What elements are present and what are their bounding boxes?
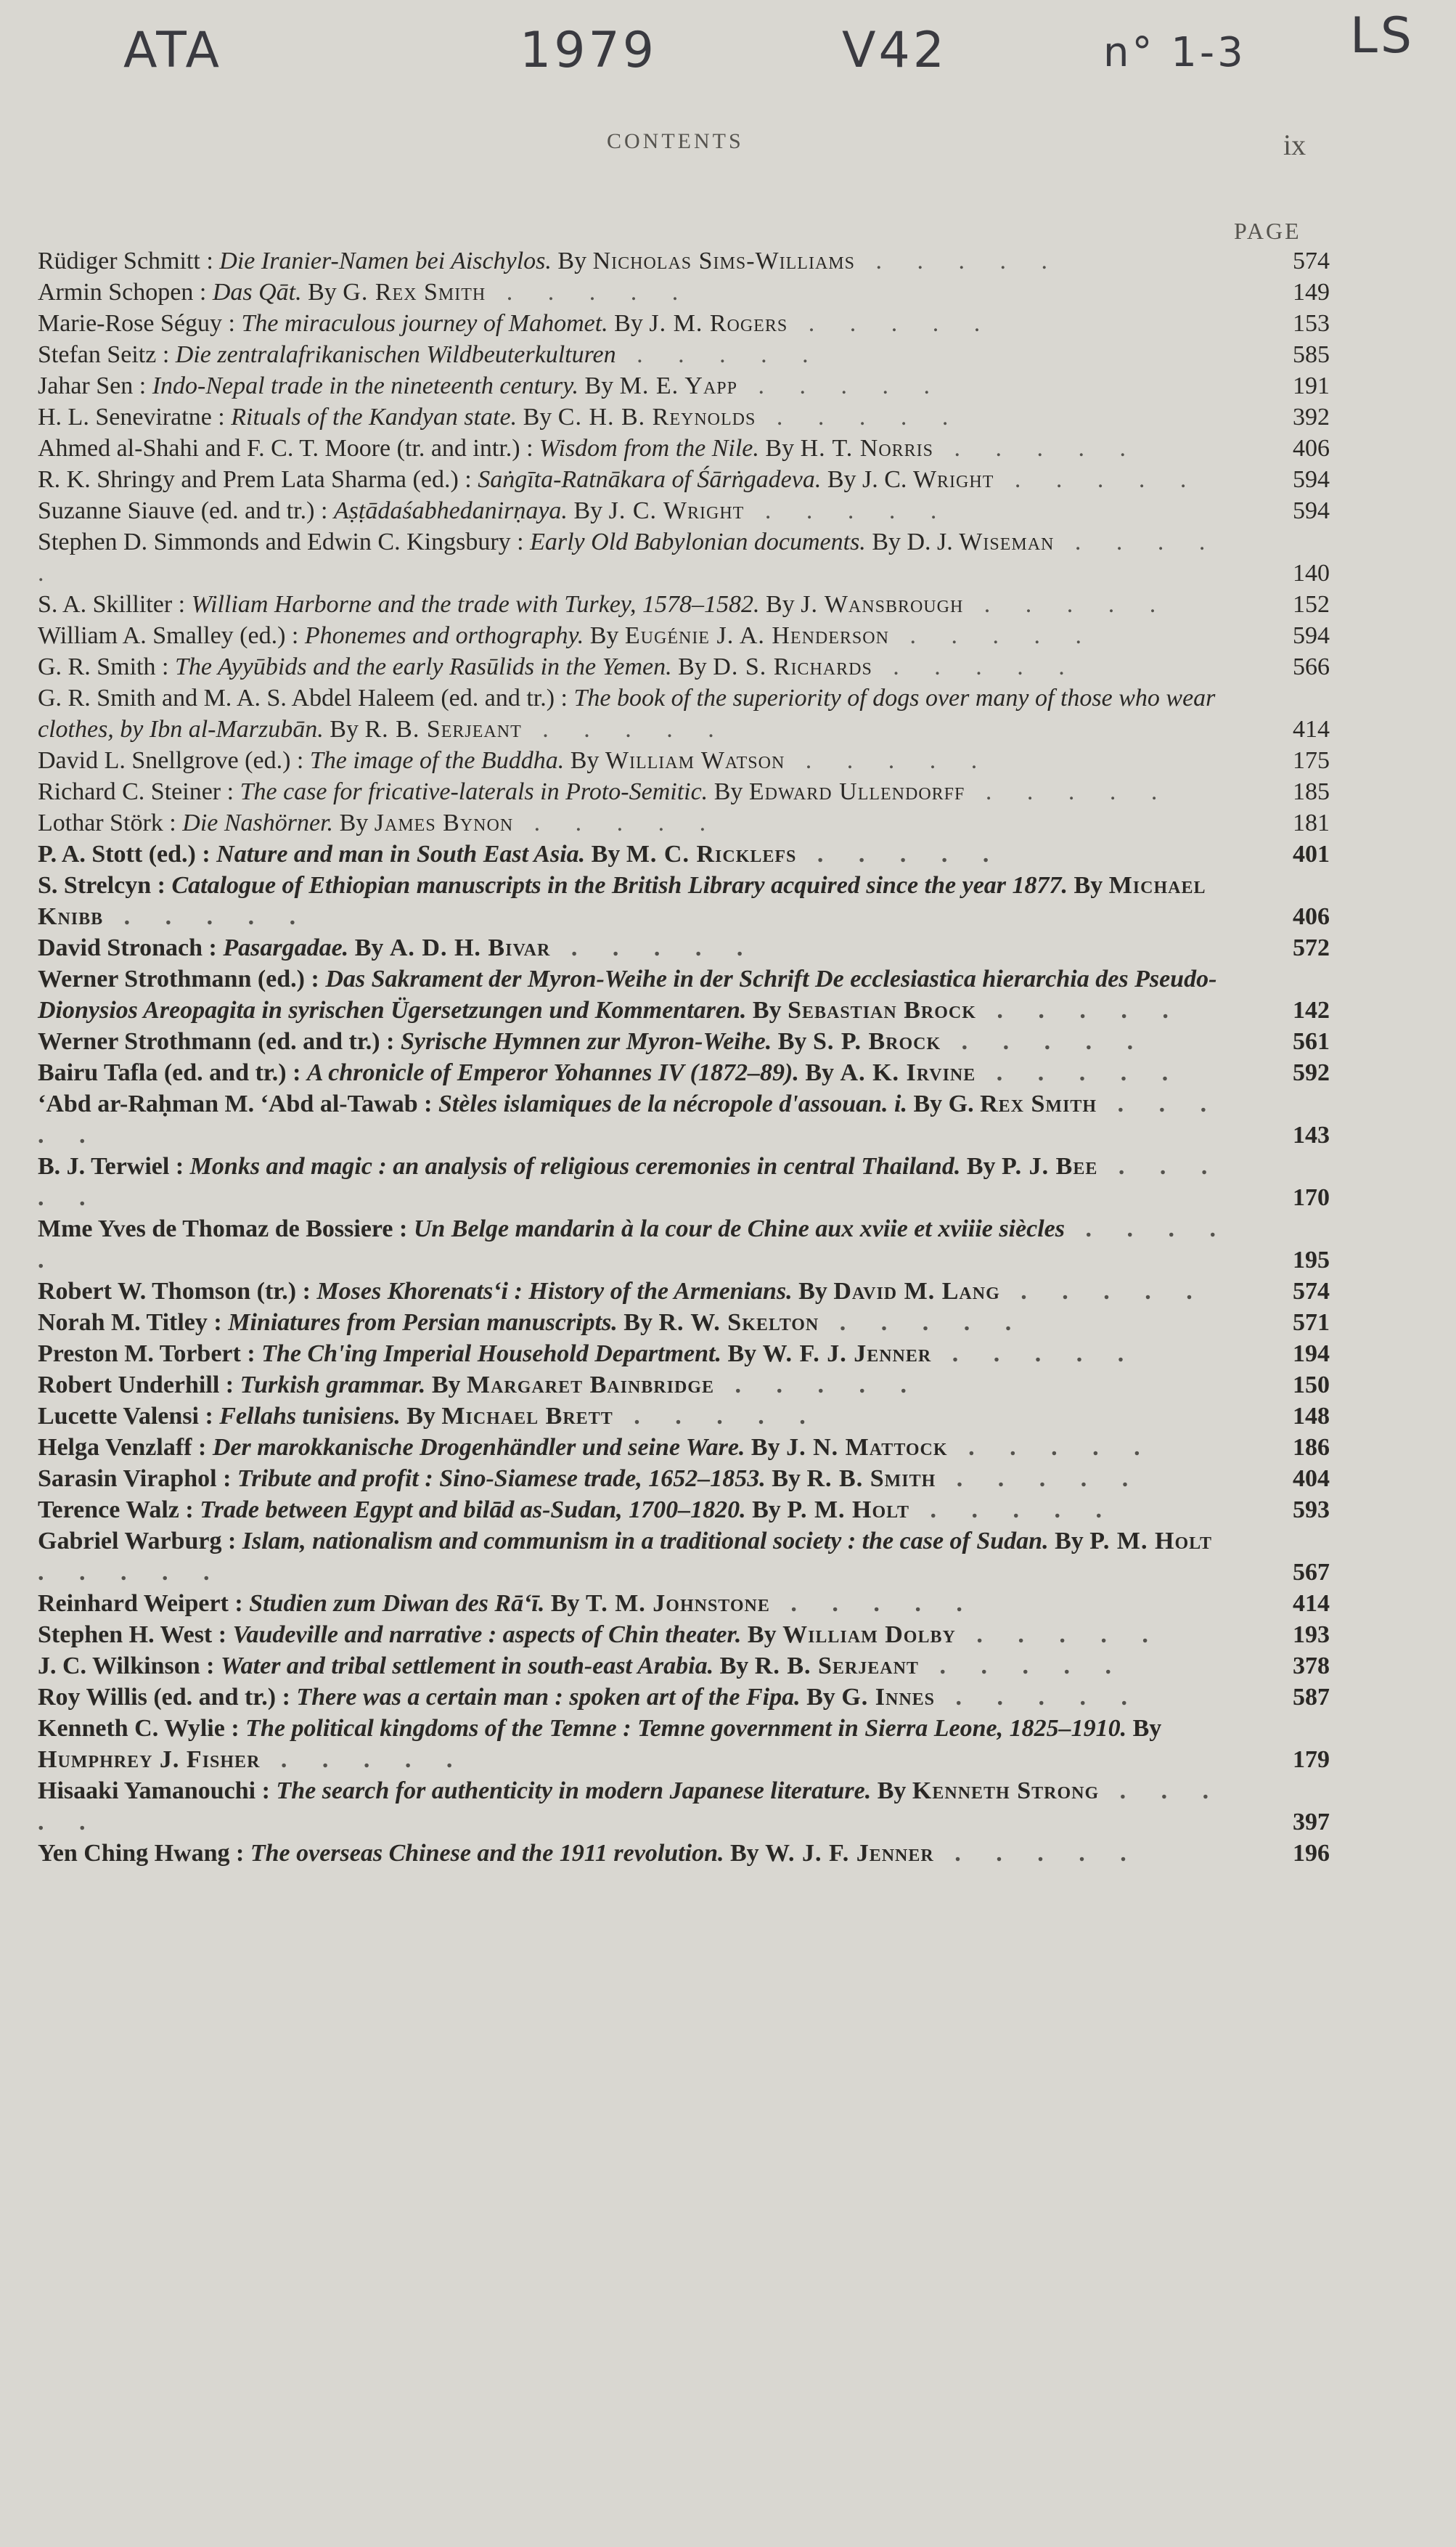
entry-title: A chronicle of Emperor Yohannes IV (1872–89). [306, 1059, 799, 1086]
entry-author: Werner Strothmann (ed. and tr.) : [38, 1028, 401, 1055]
entry-by: By [425, 1372, 467, 1398]
entry-reviewer: M. E. Yapp [619, 372, 737, 399]
dot-leader: . . . . . [935, 1684, 1142, 1711]
contents-entry [38, 682, 1330, 745]
entry-title: Die Iranier-Namen bei Aischylos. [219, 248, 552, 274]
entry-page: 401 [1293, 841, 1330, 868]
entry-page: 191 [1293, 372, 1330, 399]
entry-title: Early Old Babylonian documents. [530, 529, 866, 555]
contents-entry [38, 1276, 1330, 1307]
dot-leader: . . . . . [38, 1215, 1230, 1274]
entry-by: By J. C. [821, 466, 913, 493]
dot-leader: . . . . . [769, 1590, 977, 1617]
contents-entry [38, 1401, 1330, 1432]
entry-by: By [578, 372, 620, 399]
entry-author: R. K. Shringy and Prem Lata Sharma (ed.) : [38, 466, 478, 493]
entry-title: Das Sakrament der Myron-Weihe in der Schrift De ecclesiastica hierarchia des Pseudo-Dionysios Areopagita in syrischen Ügersetzungen und Kommentaren. [38, 966, 1217, 1024]
entry-author: Lucette Valensi : [38, 1403, 220, 1430]
entry-by: By [708, 778, 749, 805]
entry-reviewer: W. F. J. Jenner [762, 1340, 932, 1367]
entry-title: The Ayyūbids and the early Rasūlids in the Yemen. [174, 653, 672, 680]
dot-leader: . . . . . [976, 997, 1183, 1024]
entry-author: G. R. Smith : [38, 653, 175, 680]
entry-reviewer: Michael Brett [441, 1403, 613, 1430]
entry-by: By [724, 1840, 766, 1867]
entry-page: 594 [1293, 622, 1330, 649]
page-number: ix [1283, 129, 1306, 161]
dot-leader: . . . . . [785, 747, 992, 774]
entry-title: Phonemes and orthography. [304, 622, 584, 649]
entry-by: By [551, 248, 593, 274]
contents-entry [38, 1525, 1330, 1588]
entry-reviewer: Sebastian Brock [788, 997, 976, 1024]
entry-reviewer: A. D. H. Bivar [389, 934, 551, 961]
entry-by: By [585, 841, 626, 868]
entry-by: By [671, 653, 713, 680]
contents-entry [38, 870, 1330, 932]
entry-reviewer: G. Innes [841, 1684, 936, 1711]
contents-entry [38, 1494, 1330, 1525]
dot-leader: . . . . . [936, 1465, 1143, 1492]
entry-reviewer: J. Wansbrough [801, 591, 964, 618]
dot-leader: . . . . . [931, 1340, 1139, 1367]
handwritten-volume: V42 [842, 22, 948, 79]
contents-entry [38, 1057, 1330, 1088]
dot-leader: . . . . . [955, 1621, 1163, 1648]
dot-leader: . . . . . [38, 1091, 1222, 1149]
contents-entry [38, 370, 1330, 402]
entry-by: By [871, 1777, 912, 1804]
contents-entry [38, 433, 1330, 464]
entry-by: By [348, 934, 390, 961]
contents-entry [38, 963, 1330, 1026]
entry-title: Indo-Nepal trade in the nineteenth century. [152, 372, 578, 399]
entry-page: 194 [1293, 1340, 1330, 1367]
entry-page: 574 [1293, 248, 1330, 274]
entry-author: Stephen H. West : [38, 1621, 233, 1648]
entry-title: Stèles islamiques de la nécropole d'assouan. i. [438, 1091, 907, 1117]
entry-reviewer: Rex Smith [980, 1091, 1097, 1117]
entry-title: Un Belge mandarin à la cour de Chine aux xviie et xviiie siècles [413, 1215, 1065, 1242]
contents-entry [38, 245, 1330, 277]
handwritten-mark: LS [1350, 7, 1415, 65]
entry-title: Monks and magic : an analysis of religious ceremonies in central Thailand. [189, 1153, 961, 1180]
handwritten-year: 1979 [520, 22, 658, 79]
entry-reviewer: P. M. Holt [787, 1496, 909, 1523]
entry-page: 148 [1293, 1403, 1330, 1430]
entry-page: 561 [1293, 1028, 1330, 1055]
entry-reviewer: C. H. B. Reynolds [557, 404, 756, 431]
entry-author: Jahar Sen : [38, 372, 152, 399]
contents-entry [38, 1369, 1330, 1401]
entry-reviewer: G. Rex Smith [343, 279, 486, 306]
contents-entry [38, 1838, 1330, 1869]
entry-reviewer: H. T. Norris [800, 435, 934, 462]
entry-by: By [745, 1496, 788, 1523]
entry-author: David Stronach : [38, 934, 224, 961]
entry-title: The case for fricative-laterals in Proto-Semitic. [240, 778, 708, 805]
entry-title: The overseas Chinese and the 1911 revolution. [250, 1840, 724, 1867]
entry-reviewer: William Dolby [782, 1621, 956, 1648]
dot-leader: . . . . . [613, 1403, 820, 1430]
entry-reviewer: R. W. Skelton [658, 1309, 819, 1336]
entry-page: 414 [1293, 716, 1330, 743]
entry-reviewer: Michael Knibb [38, 872, 1206, 930]
dot-leader: . . . . . [999, 1278, 1207, 1305]
entry-by: By [800, 1684, 842, 1711]
entry-author: Sarasin Viraphol : [38, 1465, 237, 1492]
entry-by: By [608, 310, 650, 337]
entry-title: Miniatures from Persian manuscripts. [228, 1309, 618, 1336]
entry-page: 170 [1293, 1184, 1330, 1211]
entry-reviewer: T. M. Johnstone [586, 1590, 770, 1617]
entry-page: 179 [1293, 1746, 1330, 1773]
entry-by: By [713, 1653, 755, 1679]
entry-author: Yen Ching Hwang : [38, 1840, 250, 1867]
dot-leader: . . . . . [486, 279, 693, 306]
entry-by: By [772, 1028, 813, 1055]
entry-author: ‘Abd ar-Raḥman M. ‘Abd al-Tawab : [38, 1091, 438, 1117]
entry-by: By [798, 1059, 841, 1086]
entry-author: S. A. Skilliter : [38, 591, 192, 618]
entry-reviewer: William Watson [605, 747, 785, 774]
contents-entry [38, 745, 1330, 776]
contents-entry [38, 277, 1330, 308]
entry-reviewer: Nicholas Sims-Williams [592, 248, 855, 274]
entry-title: Das Qāt. [212, 279, 302, 306]
contents-entry [38, 1307, 1330, 1338]
entry-author: Hisaaki Yamanouchi : [38, 1777, 277, 1804]
entry-author: Roy Willis (ed. and tr.) : [38, 1684, 297, 1711]
entry-by: By [544, 1590, 586, 1617]
entry-page: 181 [1293, 810, 1330, 836]
entry-author: Bairu Tafla (ed. and tr.) : [38, 1059, 307, 1086]
entry-title: Der marokkanische Drogenhändler und seine Ware. [212, 1434, 745, 1461]
entry-author: David L. Snellgrove (ed.) : [38, 747, 310, 774]
entry-author: Kenneth C. Wylie : [38, 1715, 246, 1742]
dot-leader: . . . . . [38, 1559, 224, 1586]
entry-author: G. R. Smith and M. A. S. Abdel Haleem (ed. and tr.) : [38, 685, 574, 712]
entry-by: By [584, 622, 625, 649]
entry-author: S. Strelcyn : [38, 872, 172, 899]
entry-page: 397 [1293, 1809, 1330, 1835]
entry-page: 378 [1293, 1653, 1330, 1679]
entry-by: By [400, 1403, 442, 1430]
dot-leader: . . . . . [550, 934, 758, 961]
contents-entry [38, 526, 1330, 589]
entry-title: There was a certain man : spoken art of the Fipa. [296, 1684, 801, 1711]
entry-author: Norah M. Titley : [38, 1309, 229, 1336]
entry-reviewer: R. B. Smith [806, 1465, 936, 1492]
contents-entry [38, 402, 1330, 433]
entry-author: Helga Venzlaff : [38, 1434, 213, 1461]
entry-page: 153 [1293, 310, 1330, 337]
entry-page: 140 [1293, 560, 1330, 587]
entry-title: Die Nashörner. [182, 810, 334, 836]
dot-leader: . . . . . [788, 310, 995, 337]
entry-title: Turkish grammar. [240, 1372, 426, 1398]
dot-leader: . . . . . [513, 810, 721, 836]
entry-by: By [745, 1434, 787, 1461]
dot-leader: . . . . . [260, 1746, 467, 1773]
entry-title: Trade between Egypt and bilād as-Sudan, 1700–1820. [200, 1496, 746, 1523]
entry-page: 404 [1293, 1465, 1330, 1492]
dot-leader: . . . . . [103, 903, 311, 930]
contents-entry [38, 932, 1330, 963]
entry-page: 175 [1293, 747, 1330, 774]
entry-page: 196 [1293, 1840, 1330, 1867]
contents-entry [38, 1588, 1330, 1619]
dot-leader: . . . . . [713, 1372, 921, 1398]
contents-entry [38, 589, 1330, 620]
entry-title: Saṅgīta-Ratnākara of Śārṅgadeva. [478, 466, 822, 493]
entry-author: William A. Smalley (ed.) : [38, 622, 305, 649]
entry-by: By D. J. [865, 529, 960, 555]
entry-title: Moses Khorenats‘i : History of the Armenians. [316, 1278, 793, 1305]
entry-by: By [765, 1465, 807, 1492]
entry-reviewer: J. M. Rogers [649, 310, 788, 337]
entry-page: 571 [1293, 1309, 1330, 1336]
entry-page: 152 [1293, 591, 1330, 618]
contents-entry [38, 651, 1330, 682]
entry-title: Water and tribal settlement in south-east Arabia. [220, 1653, 714, 1679]
dot-leader: . . . . . [756, 404, 963, 431]
entry-author: B. J. Terwiel : [38, 1153, 190, 1180]
entry-by: By [564, 747, 605, 774]
entry-page: 594 [1293, 466, 1330, 493]
dot-leader: . . . . . [965, 778, 1172, 805]
entry-page: 406 [1293, 903, 1330, 930]
entry-page: 572 [1293, 934, 1330, 961]
contents-entry [38, 339, 1330, 370]
entry-reviewer: R. B. Serjeant [364, 716, 522, 743]
entry-by: By [721, 1340, 763, 1367]
entry-author: Armin Schopen : [38, 279, 213, 306]
dot-leader: . . . . . [888, 622, 1096, 649]
dot-leader: . . . . . [994, 466, 1201, 493]
contents-entry [38, 495, 1330, 526]
entry-page: 406 [1293, 435, 1330, 462]
dot-leader: . . . . . [615, 341, 823, 368]
entry-by: By [792, 1278, 834, 1305]
entry-reviewer: P. M. Holt [1089, 1528, 1212, 1554]
entry-reviewer: J. C. Wright [608, 497, 745, 524]
dot-leader: . . . . . [796, 841, 1004, 868]
dot-leader: . . . . . [737, 372, 944, 399]
contents-entry [38, 1713, 1330, 1775]
entry-page: 587 [1293, 1684, 1330, 1711]
entry-by: By G. [907, 1091, 981, 1117]
entry-by: By [741, 1621, 783, 1648]
dot-leader: . . . . . [872, 653, 1079, 680]
dot-leader: . . . . . [744, 497, 952, 524]
entry-reviewer: Eugénie J. A. Henderson [624, 622, 889, 649]
dot-leader: . . . . . [38, 1153, 1222, 1211]
dot-leader: . . . . . [521, 716, 729, 743]
entry-page: 594 [1293, 497, 1330, 524]
contents-list [38, 245, 1330, 1869]
entry-by: By [517, 404, 558, 431]
dot-leader: . . . . . [933, 1840, 1141, 1867]
entry-author: J. C. Wilkinson : [38, 1653, 221, 1679]
entry-author: H. L. Seneviratne : [38, 404, 232, 431]
entry-by: By [323, 716, 365, 743]
dot-leader: . . . . . [819, 1309, 1026, 1336]
entry-page: 142 [1293, 997, 1330, 1024]
entry-by: By [301, 279, 343, 306]
dot-leader: . . . . . [976, 1059, 1183, 1086]
entry-title: The image of the Buddha. [309, 747, 565, 774]
entry-page: 392 [1293, 404, 1330, 431]
contents-entry [38, 1682, 1330, 1713]
entry-title: Nature and man in South East Asia. [216, 841, 586, 868]
entry-author: Mme Yves de Thomaz de Bossiere : [38, 1215, 414, 1242]
entry-page: 186 [1293, 1434, 1330, 1461]
entry-reviewer: David M. Lang [833, 1278, 1000, 1305]
entry-reviewer: S. P. Brock [812, 1028, 941, 1055]
handwritten-issue: n° 1-3 [1103, 29, 1246, 76]
entry-title: Wisdom from the Nile. [539, 435, 759, 462]
entry-page: 585 [1293, 341, 1330, 368]
entry-by: By [567, 497, 609, 524]
entry-page: 574 [1293, 1278, 1330, 1305]
dot-leader: . . . . . [963, 591, 1171, 618]
entry-page: 567 [1293, 1559, 1330, 1586]
entry-title: Rituals of the Kandyan state. [231, 404, 518, 431]
entry-reviewer: James Bynon [374, 810, 514, 836]
entry-author: Reinhard Weipert : [38, 1590, 250, 1617]
handwritten-volume-code: ATA [123, 22, 223, 79]
entry-title: The book of the superiority of dogs over many of those who wear clothes, by Ibn al-Marzubān. [38, 685, 1216, 743]
entry-page: 143 [1293, 1122, 1330, 1149]
entry-reviewer: J. N. Mattock [786, 1434, 948, 1461]
entry-title: Aṣṭādaśabhedanirṇaya. [333, 497, 568, 524]
contents-entry [38, 620, 1330, 651]
entry-title: Studien zum Diwan des Rā‘ī. [249, 1590, 545, 1617]
contents-entry [38, 1026, 1330, 1057]
entry-title: The political kingdoms of the Temne : Temne government in Sierra Leone, 1825–1910. [245, 1715, 1127, 1742]
entry-author: Suzanne Siauve (ed. and tr.) : [38, 497, 334, 524]
entry-title: The Ch'ing Imperial Household Department. [261, 1340, 721, 1367]
running-title: CONTENTS [607, 129, 744, 153]
dot-leader: . . . . . [947, 1434, 1155, 1461]
entry-author: P. A. Stott (ed.) : [38, 841, 217, 868]
entry-reviewer: Kenneth Strong [912, 1777, 1100, 1804]
dot-leader: . . . . . [909, 1496, 1116, 1523]
entry-title: Islam, nationalism and communism in a traditional society : the case of Sudan. [242, 1528, 1049, 1554]
entry-by: By [1126, 1715, 1162, 1742]
entry-author: Lothar Störk : [38, 810, 183, 836]
entry-title: Catalogue of Ethiopian manuscripts in the British Library acquired since the year 1877. [171, 872, 1068, 899]
dot-leader: . . . . . [941, 1028, 1148, 1055]
contents-entry [38, 464, 1330, 495]
entry-author: Robert Underhill : [38, 1372, 240, 1398]
entry-title: Vaudeville and narrative : aspects of Chin theater. [232, 1621, 742, 1648]
entry-page: 414 [1293, 1590, 1330, 1617]
entry-title: Die zentralafrikanischen Wildbeuterkulturen [175, 341, 616, 368]
entry-author: Robert W. Thomson (tr.) : [38, 1278, 317, 1305]
entry-reviewer: Wright [912, 466, 994, 493]
entry-page: 593 [1293, 1496, 1330, 1523]
entry-author: Preston M. Torbert : [38, 1340, 262, 1367]
contents-entry [38, 839, 1330, 870]
contents-entry [38, 1463, 1330, 1494]
entry-title: The miraculous journey of Mahomet. [241, 310, 608, 337]
contents-entry [38, 1213, 1330, 1276]
entry-by: By [960, 1153, 1002, 1180]
entry-author: Terence Walz : [38, 1496, 200, 1523]
contents-entry [38, 1338, 1330, 1369]
contents-entry [38, 776, 1330, 807]
entry-title: William Harborne and the trade with Turkey, 1578–1582. [191, 591, 760, 618]
contents-entry [38, 1650, 1330, 1682]
entry-author: Stefan Seitz : [38, 341, 176, 368]
entry-title: The search for authenticity in modern Japanese literature. [276, 1777, 872, 1804]
entry-author: Richard C. Steiner : [38, 778, 240, 805]
entry-by: By [759, 591, 801, 618]
dot-leader: . . . . . [933, 435, 1141, 462]
entry-by: By [333, 810, 375, 836]
contents-entry [38, 1775, 1330, 1838]
page-column-label: PAGE [1234, 218, 1301, 244]
entry-by: By [746, 997, 788, 1024]
dot-leader: . . . . . [918, 1653, 1126, 1679]
entry-page: 149 [1293, 279, 1330, 306]
dot-leader: . . . . . [38, 529, 1220, 587]
entry-title: Pasargadae. [223, 934, 349, 961]
entry-author: Werner Strothmann (ed.) : [38, 966, 326, 993]
contents-entry [38, 1151, 1330, 1213]
entry-author: Stephen D. Simmonds and Edwin C. Kingsbury : [38, 529, 531, 555]
entry-reviewer: M. C. Ricklefs [626, 841, 797, 868]
entry-by: By [617, 1309, 659, 1336]
entry-reviewer: D. S. Richards [713, 653, 872, 680]
entry-reviewer: P. J. Bee [1002, 1153, 1098, 1180]
entry-author: Gabriel Warburg : [38, 1528, 242, 1554]
entry-reviewer: A. K. Irvine [840, 1059, 976, 1086]
entry-title: Fellahs tunisiens. [219, 1403, 401, 1430]
entry-by: By [1048, 1528, 1090, 1554]
dot-leader: . . . . . [854, 248, 1062, 274]
contents-entry [38, 308, 1330, 339]
entry-page: 592 [1293, 1059, 1330, 1086]
contents-entry [38, 1432, 1330, 1463]
entry-by: By [758, 435, 801, 462]
entry-reviewer: W. J. F. Jenner [765, 1840, 934, 1867]
entry-page: 195 [1293, 1247, 1330, 1274]
entry-author: Marie-Rose Séguy : [38, 310, 242, 337]
contents-entry [38, 1088, 1330, 1151]
entry-author: Rüdiger Schmitt : [38, 248, 220, 274]
entry-reviewer: Margaret Bainbridge [467, 1372, 714, 1398]
entry-title: Syrische Hymnen zur Myron-Weihe. [400, 1028, 772, 1055]
entry-page: 566 [1293, 653, 1330, 680]
entry-author: Ahmed al-Shahi and F. C. T. Moore (tr. and intr.) : [38, 435, 540, 462]
entry-title: Tribute and profit : Sino-Siamese trade, 1652–1853. [237, 1465, 766, 1492]
entry-page: 185 [1293, 778, 1330, 805]
contents-entry [38, 807, 1330, 839]
entry-reviewer: Edward Ullendorff [748, 778, 965, 805]
entry-by: By [1068, 872, 1109, 899]
contents-entry [38, 1619, 1330, 1650]
entry-reviewer: R. B. Serjeant [754, 1653, 919, 1679]
entry-page: 150 [1293, 1372, 1330, 1398]
entry-page: 193 [1293, 1621, 1330, 1648]
entry-reviewer: Humphrey J. Fisher [38, 1746, 261, 1773]
entry-reviewer: Wiseman [959, 529, 1055, 555]
dot-leader: . . . . . [38, 1777, 1224, 1835]
